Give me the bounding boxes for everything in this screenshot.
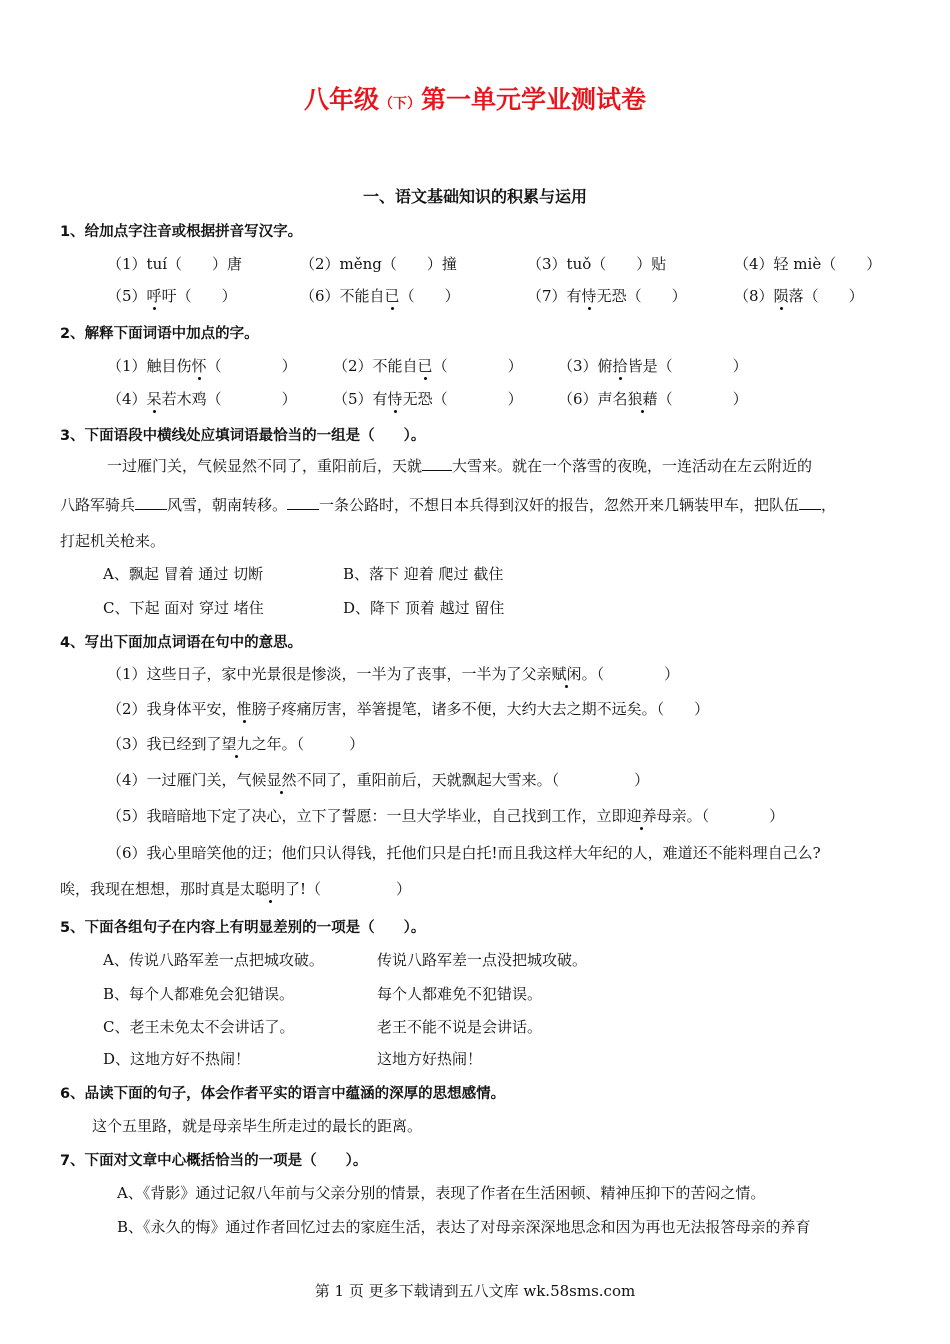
q3-option: A、飘起 冒着 通过 切断 [103,565,264,583]
q5-option-left: C、老王未免太不会讲话了。 [103,1018,295,1036]
section-heading: 一、语文基础知识的积累与运用 [362,187,587,206]
q3-passage-line-3: 打起机关枪来。 [60,532,166,550]
q2-item: （2）不能自已（ ） [333,357,523,375]
q2-item: （4）呆若木鸡（ ） [107,390,297,408]
q4-item: （3）我已经到了望九之年。（ ） [107,735,365,753]
q2-item: （3）俯拾皆是（ ） [558,357,748,375]
question-2-heading: 2、解释下面词语中加点的字。 [60,326,259,342]
question-3-heading: 3、下面语段中横线处应填词语最恰当的一组是（ ）。 [60,428,426,444]
q7-option-a: A、《背影》通过记叙八年前与父亲分别的情景，表现了作者在生活困顿、精神压抑下的苦闷之情。 [117,1184,766,1202]
q1-item: （2）měng（ ）撞 [300,255,457,273]
q1-item: （3）tuǒ（ ）贴 [527,255,667,273]
q4-item: （4）一过雁门关，气候显然不同了，重阳前后，天就飘起大雪来。（ ） [107,771,650,789]
q3-option: B、落下 迎着 爬过 截住 [343,565,504,583]
q1-item: （1）tuí（ ）唐 [107,255,243,273]
q1-item: （8）陨落（ ） [734,287,864,305]
q5-option-left: A、传说八路军差一点把城攻破。 [103,951,324,969]
q2-item: （5）有恃无恐（ ） [333,390,523,408]
title-part-b: 第一单元学业测试卷 [421,85,647,114]
q3-passage-line-1: 一过雁门关，气候显然不同了，重阳前后，天就 大雪来。就在一个落雪的夜晚，一连活动在左云附近的 [107,457,813,475]
q3-option: D、降下 顶着 越过 留住 [343,599,505,617]
q1-item: （7）有恃无恐（ ） [527,287,687,305]
q4-item: （2）我身体平安，惟膀子疼痛厉害，举箸提笔，诸多不便，大约大去之期不远矣。（ ） [107,700,710,718]
q5-option-right: 每个人都难免不犯错误。 [377,985,543,1003]
q2-item: （6）声名狼藉（ ） [558,390,748,408]
q1-item: （6）不能自已（ ） [300,287,460,305]
q4-item: （5）我暗暗地下定了决心，立下了誓愿：一旦大学毕业，自己找到工作，立即迎养母亲。（ ） [107,807,785,825]
q4-item: （1）这些日子，家中光景很是惨淡，一半为了丧事，一半为了父亲赋闲。（ ） [107,665,680,683]
q6-sentence: 这个五里路，就是母亲毕生所走过的最长的距离。 [92,1117,423,1135]
question-5-heading: 5、下面各组句子在内容上有明显差别的一项是（ ）。 [60,920,426,936]
title-small: （下） [379,96,421,112]
title-part-a: 八年级 [303,85,379,114]
q4-item-6-line-1: （6）我心里暗笑他的迂；他们只认得钱，托他们只是白托!而且我这样大年纪的人，难道还不能料理自己么? [107,844,821,862]
q5-option-right: 这地方好热闹！ [377,1050,483,1068]
q3-option: C、下起 面对 穿过 堵住 [103,599,264,617]
page-title [0,80,950,116]
question-1-heading: 1、给加点字注音或根据拼音写汉字。 [60,224,303,240]
q5-option-left: D、这地方好不热闹！ [103,1050,251,1068]
question-6-heading: 6、品读下面的句子，体会作者平实的语言中蕴涵的深厚的思想感情。 [60,1086,506,1102]
q2-item: （1）触目伤怀（ ） [107,357,297,375]
q5-option-left: B、每个人都难免会犯错误。 [103,985,295,1003]
q3-passage-line-2: 八路军骑兵 风雪，朝南转移。 一条公路时，不想日本兵得到汉奸的报告，忽然开来几辆装甲车，把队伍 ， [60,496,837,514]
q5-option-right: 老王不能不说是会讲话。 [377,1018,543,1036]
q1-item: （5）呼吁（ ） [107,287,237,305]
page-footer: 第 1 页 更多下载请到五八文库 wk.58sms.com [314,1282,636,1300]
q7-option-b: B、《永久的悔》通过作者回忆过去的家庭生活，表达了对母亲深深地思念和因为再也无法报答母亲的养育 [117,1218,811,1236]
q1-item: （4）轻 miè（ ） [734,255,882,273]
q4-item-6-line-2: 唉，我现在想想，那时真是太聪明了!（ ） [60,880,412,898]
question-7-heading: 7、下面对文章中心概括恰当的一项是（ ）。 [60,1153,368,1169]
q5-option-right: 传说八路军差一点没把城攻破。 [377,951,588,969]
question-4-heading: 4、写出下面加点词语在句中的意思。 [60,635,303,651]
